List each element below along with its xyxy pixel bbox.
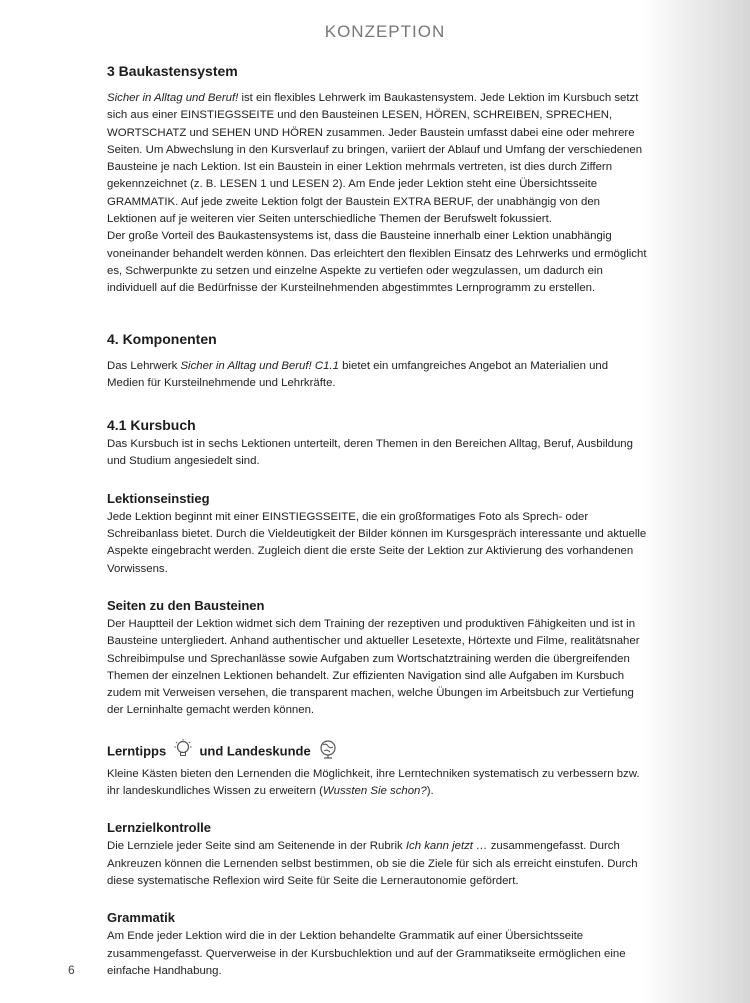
subheading-lerntipps: Lerntipps und Landeskunde	[107, 738, 647, 766]
main-content	[107, 60, 647, 998]
section-lernzielkontrolle	[107, 818, 647, 890]
paragraph: Der Hauptteil der Lektion widmet sich dem Training der rezeptiven und produktiven Fähigkeiten und ist in Bausteine untergliedert. Anhand authentischer und aktueller Lesetexte, Hörtexte und Filme, realitätsnaher Schreibimpulse und Sprechanlässe sowie Aufgaben zum Wortschatztraining werden die übergreifenden Themen der einzelnen Lektionen behandelt. Zur effizienten Navigation sind alle Aufgaben im Kursbuch zudem mit Verweisen versehen, die transparent machen, welche Übungen im Arbeitsbuch zur Vertiefung der Lerninhalte gemacht werden können.	[107, 617, 640, 717]
book-title: Sicher in Alltag und Beruf! C1.1	[180, 359, 339, 372]
section-heading-komponenten: 4. Komponenten	[107, 330, 217, 347]
subheading-lektionseinstieg: Lektionseinstieg	[107, 490, 210, 506]
globe-icon	[318, 739, 338, 765]
section-bausteine	[107, 596, 647, 720]
paragraph: Kleine Kästen bieten den Lernenden die Möglichkeit, ihre Lerntechniken systematisch zu verbessern bzw. ihr landeskundliches Wissen zu erweitern (Wussten Sie schon?).	[107, 767, 640, 798]
section-heading-kursbuch: 4.1 Kursbuch	[107, 417, 196, 434]
section-lerntipps	[107, 738, 647, 801]
paragraph: Das Lehrwerk Sicher in Alltag und Beruf! C1.1 bietet ein umfangreiches Angebot an Materialien und Medien für Kursteilnehmende und Lehrkräfte.	[107, 359, 609, 389]
page-number: 6	[68, 963, 75, 977]
subheading-lernzielkontrolle: Lernzielkontrolle	[107, 820, 212, 836]
paragraph: Am Ende jeder Lektion wird die in der Lektion behandelte Grammatik auf einer Übersichtsseite zusammengefasst. Querverweise in der Kursbuchlektion und auf der Grammatikseite ermöglichen eine einfache Handhabung.	[107, 930, 626, 977]
section-heading-baukastensystem: 3 Baukastensystem	[107, 63, 238, 79]
lightbulb-icon	[174, 738, 192, 766]
paragraph: Das Kursbuch ist in sechs Lektionen unterteilt, deren Themen in den Bereichen Alltag, Beruf, Ausbildung und Studium angesiedelt sind.	[107, 438, 633, 468]
paragraph: Jede Lektion beginnt mit einer EINSTIEGSSEITE, die ein großformatiges Foto als Sprech- oder Schreibanlass bietet. Durch die Vieldeutigkeit der Bilder können im Kursgespräch interessante und aktuelle Aspekte eingebracht werden. Zugleich dient die erste Seite der Lektion zur Aktivierung des vorhandenen Vorwissens.	[107, 510, 647, 575]
paragraph: Sicher in Alltag und Beruf! ist ein flexibles Lehrwerk im Baukastensystem. Jede Lektion im Kursbuch setzt sich aus einer EINSTIEGSSEITE und den Bausteinen LESEN, HÖREN, SCHREIBEN, SPRECHEN, WORTSCHATZ und SEHEN UND HÖREN zusammen. Jeder Baustein umfasst dabei eine oder mehrere Seiten. Um Abwechslung in den Kursverlauf zu bringen, variiert der Ablauf und Umfang der verschiedenen Bausteine je nach Lektion. Ist ein Baustein in einer Lektion mehrmals vertreten, ist dies durch Ziffern gekennzeichnet (z. B. LESEN 1 und LESEN 2). Am Ende jeder Lektion steht eine Übersichtsseite GRAMMATIK. Auf jede zweite Lektion folgt der Baustein EXTRA BERUF, der unabhängig von den Lektionen auf je weiteren vier Seiten unterschiedliche Themen der Berufswelt fokussiert.	[107, 92, 643, 226]
subheading-bausteine: Seiten zu den Bausteinen	[107, 597, 265, 613]
section-grammatik	[107, 908, 647, 980]
subheading-grammatik: Grammatik	[107, 910, 175, 926]
section-komponenten	[107, 328, 647, 393]
section-baukastensystem	[107, 60, 647, 298]
book-title: Sicher in Alltag und Beruf!	[107, 92, 239, 104]
section-kursbuch	[107, 414, 647, 471]
paragraph: Die Lernziele jeder Seite sind am Seitenende in der Rubrik Ich kann jetzt … zusammengefasst. Durch Ankreuzen können die Lernenden selbst bestimmen, ob sie die Ziele für sich als erreicht einstufen. Durch diese systematische Reflexion wird Seite für Seite die Lernerautonomie gefördert.	[107, 840, 638, 887]
running-header: KONZEPTION	[324, 22, 446, 41]
paragraph: Der große Vorteil des Baukastensystems ist, dass die Bausteine innerhalb einer Lektion unabhängig voneinander behandelt werden können. Das erleichtert den flexiblen Einsatz des Lehrwerks und ermöglicht es, Schwerpunkte zu setzen und einzelne Aspekte zu vertiefen oder wegzulassen, um dadurch ein individuell auf die Bedürfnisse der Kursteilnehmenden abgestimmtes Lernprogramm zu erstellen.	[107, 230, 647, 295]
section-lektionseinstieg	[107, 489, 647, 578]
